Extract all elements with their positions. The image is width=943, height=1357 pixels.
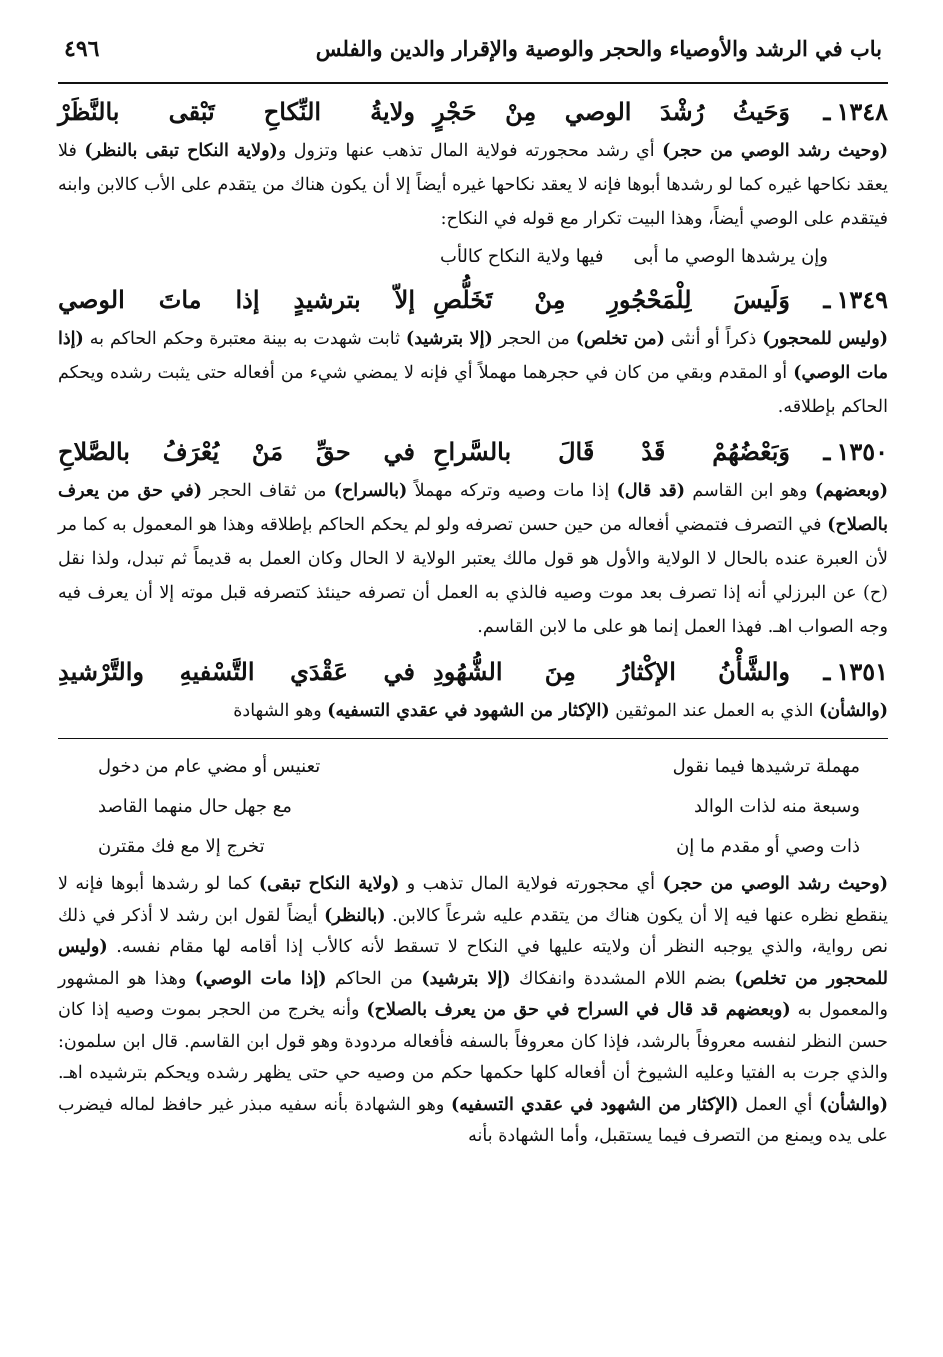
explanation-text: من الحجر — [492, 329, 576, 349]
quoted-term: (في حق من يعرف بالصلاح) — [58, 481, 888, 535]
verse-first-hemistich: وَلَيسَ لِلْمَحْجُورِ مِنْ تَخَلُّصِ — [433, 285, 790, 314]
explanation-text: فلا يعقد نكاحها غيره كما لو رشدها أبوها فإنه لا يعقد نكاحها غيره أيضاً إلا أن يكون هناك من يتقدم على الأب كالابن وابنه فيتقدم على الوصي أيضاً، وهذا البيت تكرار مع قوله في النكاح: — [58, 141, 888, 229]
explanation-text: في التصرف فتمضي أفعاله من حين حسن تصرفه ولو لم يحكم الحاكم بإطلاقه وهذا هو المعمول به كما مر لأن العبرة عنده بالحال لا الولاية والأول هو قول مالك يعتبر الولاية لا الحال وكان العمل به قديماً ثم تبدل، ولذا نقل (ح) عن البرزلي أنه إذا تصرف بعد موت وصيه فالذي به العمل أن تصرفه حينئذ كتصرفه قبل موته إلا أن يعرف فيه وجه الصواب اهـ. فهذا العمل إنما هو على ما لابن القاسم. — [58, 515, 888, 637]
poem-left-hemistich: مع جهل حال منهما القاصد — [98, 796, 292, 817]
verse-first-hemistich: وَحَيثُ رُشْدَ الوصي مِنْ حَجْرٍ — [433, 97, 790, 126]
commentary-run: من الحاكم — [326, 968, 422, 989]
quoted-term: (الإكثار من الشهود في عقدي التسفيه) — [327, 701, 610, 721]
commentary-run: وهو الشهادة بأنه سفيه مبذر غير حافظ لماله فيضرب على يده ويمنع من التصرف فيما يستقبل، وأما الشهادة بأنه — [58, 1094, 888, 1146]
quoted-term: (إلا بترشيد) — [405, 329, 493, 349]
verse-number: ١٣٥١ — [836, 657, 888, 686]
quoted-term: (الإكثار من الشهود في عقدي التسفيه) — [450, 1094, 739, 1115]
explanation-text: من ثقاف الحجر — [202, 481, 334, 501]
quoted-term: (ولاية النكاح تبقى بالنظر) — [84, 141, 278, 161]
poem-right-hemistich: وسبعة منه لذات الوالد — [693, 796, 860, 817]
poem-line — [58, 827, 888, 867]
poem-line — [58, 747, 888, 787]
quoted-term: (وحيث رشد الوصي من حجر) — [662, 141, 888, 161]
book-page — [58, 36, 888, 1326]
verse-second-hemistich: إلاّ بترشيدٍ إذا ماتَ الوصي — [58, 285, 415, 314]
verse-1351: ١٣٥١ـ والشَّأْنُ الإكْثارُ مِنَ الشُّهُودِ في عَقْدَي التَّسْفيهِ والتَّرْشيدِ — [58, 650, 888, 694]
explanation-1349 — [58, 322, 888, 424]
quoted-verse-first: وإن يرشدها الوصي ما أبى — [633, 246, 828, 267]
quoted-term: (إذا مات الوصي) — [58, 329, 889, 383]
verse-1349: ١٣٤٩ـ وَلَيسَ لِلْمَحْجُورِ مِنْ تَخَلُّصِ إلاّ بترشيدٍ إذا ماتَ الوصي — [58, 278, 888, 322]
commentary-text — [58, 869, 888, 1153]
page-number: ٤٩٦ — [64, 36, 100, 62]
commentary-poem — [58, 747, 888, 867]
commentary-run: وهذا هو المشهور والمعمول به — [58, 968, 888, 1020]
quoted-term: (إلا بترشيد) — [421, 968, 511, 989]
poem-right-hemistich: مهملة ترشيدها فيما نقول — [672, 756, 860, 777]
verse-number: ١٣٥٠ — [836, 437, 888, 466]
commentary-run: أي العمل — [738, 1094, 819, 1115]
page-header — [58, 36, 888, 84]
quoted-verse-second: فيها ولاية النكاح كالأب — [440, 246, 604, 267]
quoted-term: (قد قال) — [616, 481, 685, 501]
commentary-run: أي محجورته فولاية المال تذهب و — [399, 874, 663, 894]
commentary-run: وأنه يخرج من الحجر بموت وصيه إذا كان حسن النظر لنفسه معروفاً بالرشد، فإذا كان معروفاً بالسفه فأفعاله مردودة وهو قول ابن القاسم. قال ابن سلمون: والذي جرت به الفتيا وعليه الشيوخ أن أفعاله كلها حكمها حكم من وصيه حي حتى يظهر رشده ويحكم بترشيده اهـ. — [58, 1000, 888, 1083]
verse-number: ١٣٤٨ — [836, 97, 888, 126]
explanation-text: أي رشد محجورته فولاية المال تذهب عنها وتزول و — [277, 141, 663, 161]
explanation-text: إذا مات وصيه وتركه مهملاً — [407, 481, 617, 501]
verse-second-hemistich: ولايةُ النِّكاحِ تَبْقى بالنَّظَرْ — [58, 97, 415, 126]
verse-second-hemistich: في حقِّ مَنْ يُعْرَفُ بالصَّلاحِ — [58, 437, 415, 466]
verse-number: ١٣٤٩ — [836, 285, 888, 314]
quoted-term: (بالسراح) — [333, 481, 408, 501]
explanation-text: ذكراً أو أنثى — [664, 329, 763, 349]
poem-left-hemistich: تعنيس أو مضي عام من دخول — [98, 756, 321, 777]
explanation-1348 — [58, 134, 888, 236]
explanation-text: وهو ابن القاسم — [685, 481, 815, 501]
explanation-text: الذي به العمل عند الموثقين — [609, 701, 819, 721]
running-title: باب في الرشد والأوصياء والحجر والوصية والإقرار والدين والفلس — [315, 36, 882, 61]
quoted-term: (وليس للمحجور) — [762, 329, 888, 349]
quoted-term: (والشأن) — [818, 1094, 888, 1115]
commentary-run: كما لو رشدها أبوها فإنه لا ينقطع نظره عنها فيه إلا أن يكون هناك من يتقدم عليه شرعاً كالابن. — [58, 874, 888, 926]
commentary-run: بضم اللام المشددة وانفكاك — [510, 968, 735, 989]
quoted-term: (من تخلص) — [575, 329, 665, 349]
quoted-term: (بالنظر) — [324, 905, 386, 926]
quoted-term: (وحيث رشد الوصي من حجر) — [662, 874, 889, 894]
explanation-text: وهو الشهادة — [233, 701, 328, 721]
explanation-1351 — [58, 694, 888, 728]
quoted-term: (والشأن) — [818, 701, 888, 721]
verse-1350: ١٣٥٠ـ وَبَعْضُهُمْ قَدْ قَالَ بالسَّراحِ في حقِّ مَنْ يُعْرَفُ بالصَّلاحِ — [58, 430, 888, 474]
verse-1348: ١٣٤٨ـ وَحَيثُ رُشْدَ الوصي مِنْ حَجْرٍ ولايةُ النِّكاحِ تَبْقى بالنَّظَرْ — [58, 90, 888, 134]
poem-left-hemistich: تخرج إلا مع فك مقترن — [98, 836, 265, 857]
verse-second-hemistich: في عَقْدَي التَّسْفيهِ والتَّرْشيدِ — [58, 657, 415, 686]
verse-first-hemistich: وَبَعْضُهُمْ قَدْ قَالَ بالسَّراحِ — [433, 437, 790, 466]
quoted-term: (وبعضهم) — [814, 481, 889, 501]
explanation-text: أو المقدم وبقي من كان في حجرهما مهملاً أي فإنه لا يمضي شيء من أفعاله حتى يثبت رشده ويحكم الحاكم بإطلاقه. — [58, 363, 888, 417]
explanation-1350 — [58, 474, 888, 644]
poem-line — [58, 787, 888, 827]
commentary-run: أيضاً لقول ابن رشد لا أذكر في ذلك نص رواية، والذي يوجبه النظر أن ولايته عليها في النكاح لا تسقط لأنه كالأب إذا أقامه لها مقام نفسه. — [58, 905, 888, 957]
quoted-verse — [58, 236, 888, 278]
explanation-text: ثابت شهدت به بينة معتبرة وحكم الحاكم به — [83, 329, 406, 349]
verse-first-hemistich: والشَّأْنُ الإكْثارُ مِنَ الشُّهُودِ — [433, 657, 790, 686]
poem-right-hemistich: ذات وصي أو مقدم ما إن — [676, 836, 860, 857]
quoted-term: (ولاية النكاح تبقى) — [258, 874, 400, 894]
section-divider — [58, 738, 888, 739]
quoted-term: (وبعضهم قد قال في السراح في حق من يعرف بالصلاح) — [366, 1000, 791, 1020]
quoted-term: (إذا مات الوصي) — [194, 968, 327, 989]
quoted-term: (وليس للمحجور من تخلص) — [58, 937, 889, 989]
